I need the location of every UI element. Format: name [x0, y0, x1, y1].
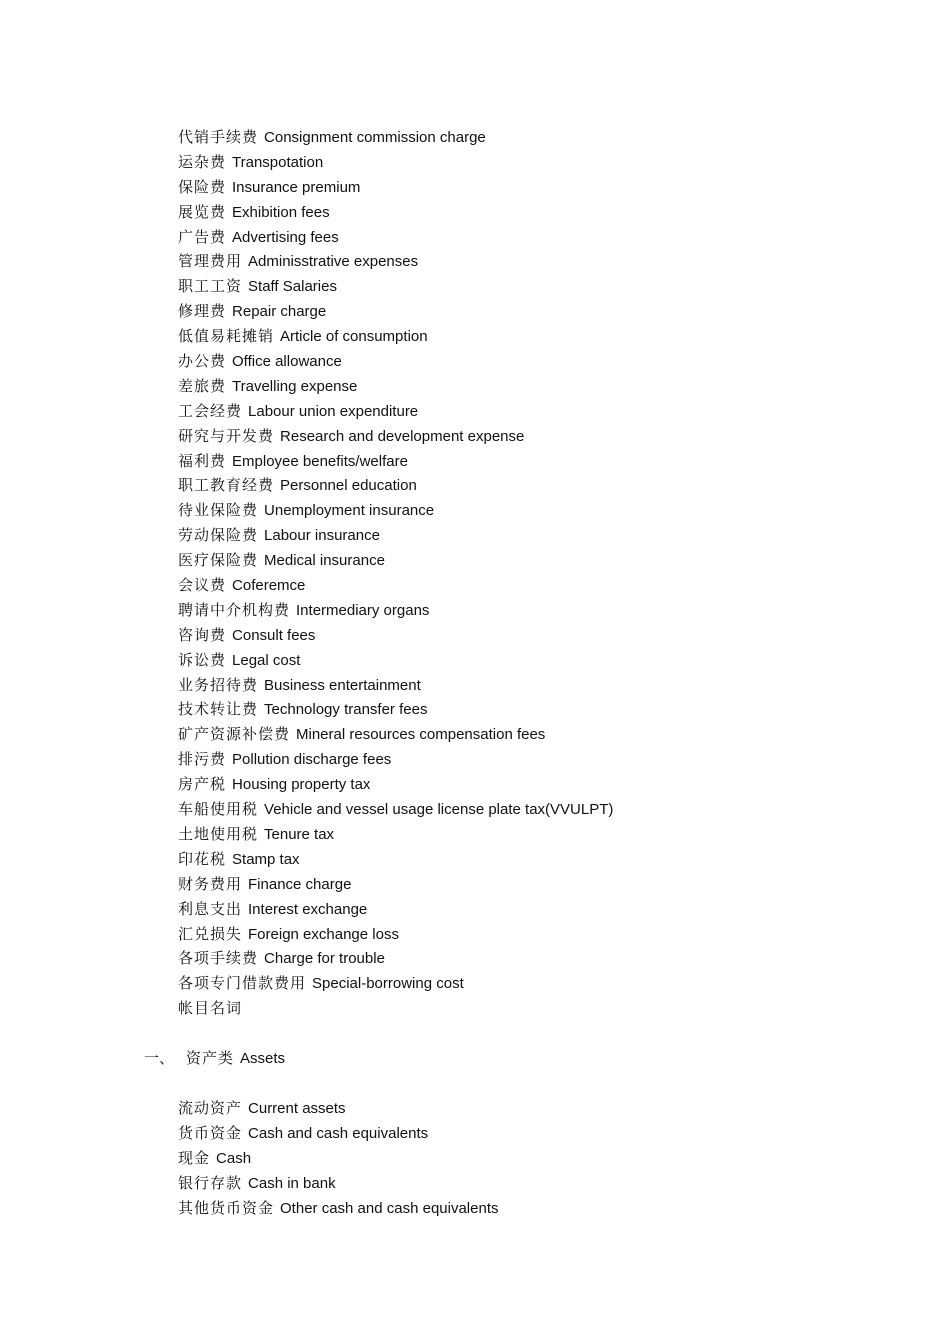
term-en: Cash and cash equivalents	[248, 1124, 429, 1142]
term-zh: 流动资产	[178, 1099, 243, 1117]
term-en: Housing property tax	[232, 776, 371, 794]
term-zh: 银行存款	[178, 1173, 243, 1192]
list-item	[178, 1146, 498, 1171]
list-item	[178, 125, 613, 150]
list-item	[178, 697, 613, 722]
term-en: Adminisstrative expenses	[248, 253, 419, 271]
section-title-en: Assets	[240, 1050, 286, 1067]
term-en: Vehicle and vessel usage license plate tax(VVULPT)	[264, 801, 614, 819]
term-en: Foreign exchange loss	[248, 925, 399, 943]
term-zh: 福利费	[178, 451, 227, 470]
term-en: Employee benefits/welfare	[232, 452, 408, 470]
term-en: Tenure tax	[264, 825, 335, 843]
term-en: Research and development expense	[280, 427, 525, 445]
term-en: Transpotation	[232, 153, 324, 171]
list-item	[178, 548, 613, 573]
list-item	[178, 274, 613, 299]
term-zh: 运杂费	[178, 152, 227, 171]
list-item	[178, 922, 613, 947]
term-en: Labour insurance	[264, 527, 380, 545]
list-item	[178, 349, 613, 374]
term-en: Article of consumption	[280, 328, 428, 346]
list-item	[178, 249, 613, 274]
term-en: Advertising fees	[232, 228, 339, 246]
term-en: Coferemce	[232, 577, 306, 595]
term-en: Personnel education	[280, 477, 417, 495]
list-item	[178, 200, 613, 225]
list-item	[178, 872, 613, 897]
section-title-zh: 资产类	[186, 1049, 235, 1067]
term-zh: 货币资金	[178, 1123, 243, 1142]
term-zh: 各项手续费	[178, 949, 259, 968]
term-en: Consignment commission charge	[264, 129, 486, 146]
list-item	[178, 673, 613, 698]
term-zh: 财务费用	[178, 874, 243, 893]
term-zh: 车船使用税	[178, 800, 259, 819]
term-en: Finance charge	[248, 875, 352, 893]
term-zh: 会议费	[178, 576, 227, 595]
term-zh: 工会经费	[178, 401, 243, 420]
list-item	[178, 772, 613, 797]
section-term-list	[178, 1096, 498, 1220]
term-zh: 待业保险费	[178, 501, 259, 520]
list-item	[178, 971, 613, 996]
list-item	[178, 722, 613, 747]
term-zh: 各项专门借款费用	[178, 974, 307, 993]
term-zh: 保险费	[178, 177, 227, 196]
list-item	[178, 150, 613, 175]
term-en: Business entertainment	[264, 676, 421, 694]
term-en: Legal cost	[232, 651, 301, 669]
term-zh: 差旅费	[178, 376, 227, 395]
term-en: Cash	[216, 1149, 252, 1167]
term-list	[178, 125, 613, 1021]
list-item	[178, 374, 613, 399]
term-zh: 利息支出	[178, 899, 243, 918]
term-zh: 业务招待费	[178, 675, 259, 694]
term-en: Cash in bank	[248, 1174, 336, 1192]
list-item	[178, 822, 613, 847]
list-item	[178, 175, 613, 200]
term-zh: 咨询费	[178, 625, 227, 644]
list-item	[178, 1121, 498, 1146]
list-item	[178, 847, 613, 872]
term-en: Current assets	[248, 1100, 346, 1117]
list-item	[178, 449, 613, 474]
term-en: Insurance premium	[232, 178, 361, 196]
list-item	[178, 324, 613, 349]
term-zh: 帐目名词	[178, 999, 243, 1018]
term-zh: 低值易耗摊销	[178, 327, 275, 346]
term-zh: 办公费	[178, 352, 227, 371]
term-zh: 管理费用	[178, 252, 243, 271]
list-item	[178, 648, 613, 673]
term-en: Pollution discharge fees	[232, 751, 392, 769]
list-item	[178, 996, 613, 1021]
term-zh: 技术转让费	[178, 700, 259, 719]
term-zh: 职工教育经费	[178, 476, 275, 495]
list-item	[178, 897, 613, 922]
list-item	[178, 473, 613, 498]
list-item	[178, 299, 613, 324]
term-en: Unemployment insurance	[264, 502, 435, 520]
term-zh: 印花税	[178, 849, 227, 868]
list-item	[178, 598, 613, 623]
list-item	[178, 797, 613, 822]
term-zh: 医疗保险费	[178, 551, 259, 570]
term-zh: 排污费	[178, 750, 227, 769]
term-zh: 土地使用税	[178, 824, 259, 843]
list-item	[178, 946, 613, 971]
term-zh: 诉讼费	[178, 650, 227, 669]
term-en: Exhibition fees	[232, 203, 330, 221]
term-zh: 汇兑损失	[178, 924, 243, 943]
term-en: Mineral resources compensation fees	[296, 726, 546, 744]
term-zh: 房产税	[178, 775, 227, 794]
list-item	[178, 623, 613, 648]
term-zh: 研究与开发费	[178, 426, 275, 445]
list-item	[178, 424, 613, 449]
term-en: Charge for trouble	[264, 950, 385, 968]
list-item	[178, 1096, 498, 1121]
term-en: Labour union expenditure	[248, 402, 419, 420]
term-zh: 广告费	[178, 227, 227, 246]
term-zh: 修理费	[178, 302, 227, 321]
list-item	[178, 573, 613, 598]
term-en: Interest exchange	[248, 900, 368, 918]
list-item	[178, 1171, 498, 1196]
list-item	[178, 1196, 498, 1221]
term-en: Medical insurance	[264, 552, 385, 570]
term-en: Staff Salaries	[248, 278, 337, 296]
term-zh: 现金	[178, 1148, 211, 1167]
list-item	[178, 523, 613, 548]
term-zh: 职工工资	[178, 277, 243, 296]
list-item	[178, 225, 613, 250]
section-heading	[144, 1046, 285, 1071]
term-zh: 展览费	[178, 202, 227, 221]
term-en: Repair charge	[232, 303, 327, 321]
term-en: Intermediary organs	[296, 601, 430, 619]
term-en: Technology transfer fees	[264, 701, 428, 719]
term-en: Office allowance	[232, 353, 342, 371]
term-zh: 聘请中介机构费	[178, 600, 291, 619]
term-en: Stamp tax	[232, 850, 300, 868]
term-en: Special-borrowing cost	[312, 975, 464, 993]
term-zh: 劳动保险费	[178, 526, 259, 545]
term-zh: 代销手续费	[178, 128, 259, 146]
section-number: 一、	[144, 1049, 175, 1067]
list-item	[178, 498, 613, 523]
term-en: Consult fees	[232, 626, 316, 644]
list-item	[178, 747, 613, 772]
term-en: Travelling expense	[232, 377, 358, 395]
term-zh: 其他货币资金	[178, 1198, 275, 1217]
term-en: Other cash and cash equivalents	[280, 1199, 499, 1217]
term-zh: 矿产资源补偿费	[178, 725, 291, 744]
list-item	[178, 399, 613, 424]
